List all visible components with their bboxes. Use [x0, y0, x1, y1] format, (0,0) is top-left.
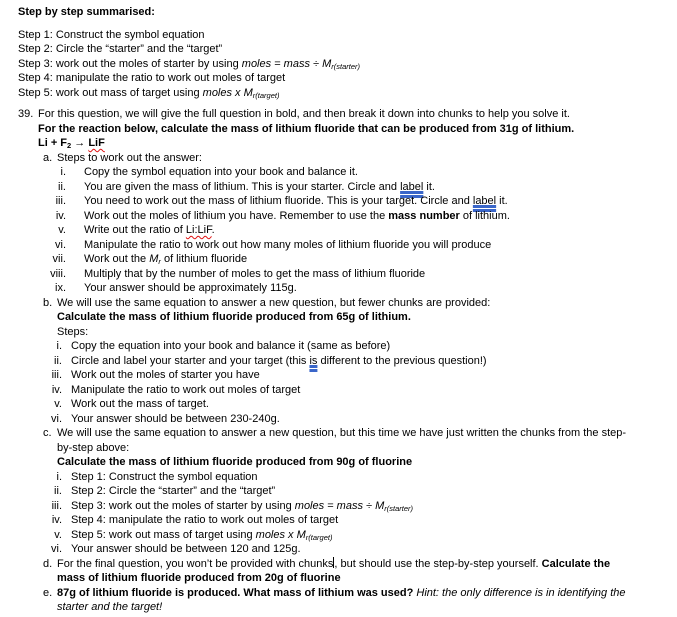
roman-numeral: viii.: [50, 267, 66, 280]
part-b-item: [18, 383, 671, 398]
part-a-item: [18, 252, 671, 267]
roman-numeral: i.: [56, 470, 62, 483]
roman-numeral: iii.: [51, 369, 62, 381]
part-b-label: b.: [43, 296, 53, 309]
question-39: [18, 107, 671, 151]
part-a-item-text: Copy the symbol equation into your book and balance it.: [84, 166, 358, 178]
part-c-item-text: Step 1: Construct the symbol equation: [71, 470, 258, 483]
part-c-label: c.: [43, 427, 52, 439]
summary-step-5: Step 5: work out mass of target using moles x $M_{r(target)}$: [18, 86, 280, 100]
chemical-equation: $Li + F_2$ → LiF: [38, 137, 105, 150]
part-c-body: [57, 426, 626, 470]
roman-numeral: ii.: [54, 354, 62, 367]
part-b-item: [18, 397, 671, 412]
part-a-item: [18, 238, 671, 253]
part-a-item-text: You are given the mass of lithium. This is your starter. Circle and label it.: [84, 180, 435, 193]
roman-numeral: iii.: [55, 195, 66, 207]
part-e: [18, 586, 671, 615]
part-b-item-text: Manipulate the ratio to work out moles of target: [71, 383, 301, 396]
roman-numeral: vi.: [51, 543, 62, 555]
summary-step-4: Step 4: manipulate the ratio to work out moles of target: [18, 72, 286, 84]
part-b-item-text: Copy the equation into your book and balance it (same as before): [71, 340, 391, 352]
part-c-item-text: Step 2: Circle the “starter” and the “target”: [71, 485, 276, 497]
part-b-item: [18, 412, 671, 427]
part-c-bold-line: Calculate the mass of lithium fluoride produced from 90g of fluorine: [57, 456, 413, 468]
grammar-flagged-word: label: [400, 180, 424, 193]
part-b-item-text: Work out the moles of starter you have: [71, 369, 260, 381]
grammar-flagged-word: is: [309, 354, 318, 367]
part-b: [18, 296, 671, 340]
part-b-item: [18, 354, 671, 369]
part-d-line2: mass of lithium fluoride produced from 20g of fluorine: [57, 572, 341, 584]
part-b-lead: We will use the same equation to answer a new question, but fewer chunks are provided:: [57, 296, 491, 309]
roman-numeral: iv.: [51, 383, 62, 396]
part-c-item: [18, 542, 671, 557]
roman-numeral: ii.: [54, 485, 62, 497]
part-c-item-text: Step 5: work out mass of target using moles x $M_{r(target)}$: [71, 528, 333, 542]
spacer: [18, 100, 671, 107]
roman-numeral: i.: [56, 340, 62, 352]
summary-step-1: Step 1: Construct the symbol equation: [18, 28, 205, 41]
part-a-item-text: Multiply that by the number of moles to get the mass of lithium fluoride: [84, 267, 426, 280]
part-c-item: [18, 528, 671, 543]
part-a-item-text: You need to work out the mass of lithium fluoride. This is your target. Circle and label it.: [84, 195, 508, 207]
part-c-item: [18, 470, 671, 485]
part-a-item-text: Work out the moles of lithium you have. Remember to use the mass number of lithium.: [84, 209, 510, 222]
part-b-item-text: Your answer should be between 230-240g.: [71, 412, 280, 425]
part-a-item-text: Write out the ratio of Li:LiF.: [84, 224, 215, 236]
roman-numeral: vi.: [55, 238, 66, 251]
part-d-label: d.: [43, 557, 53, 570]
part-c-item: [18, 499, 671, 514]
part-e-line2: starter and the target!: [57, 601, 163, 613]
part-b-item: [18, 368, 671, 383]
part-d-line1: For the final question, you won’t be provided with chunks, but should use the step-by-step yourself. Calculate the: [57, 557, 611, 570]
part-e-label: e.: [43, 586, 53, 599]
part-b-body: [57, 296, 490, 340]
part-a-item: [18, 223, 671, 238]
roman-numeral: iv.: [55, 209, 66, 222]
part-a-item-text: Work out the $M_r$ of lithium fluoride: [84, 253, 248, 266]
roman-numeral: vii.: [52, 253, 66, 265]
part-c-item-text: Your answer should be between 120 and 125g.: [71, 543, 301, 555]
roman-numeral: i.: [60, 166, 66, 178]
summary-step-2: Step 2: Circle the “starter” and the “target”: [18, 43, 223, 55]
part-a-label: a.: [43, 151, 53, 164]
summary-step-3: Step 3: work out the moles of starter by using moles = mass ÷ $M_{r(starter)}$: [18, 57, 361, 71]
part-e-line1: 87g of lithium fluoride is produced. What mass of lithium was used? Hint: the only difference is in identifying the: [57, 586, 626, 599]
misspelled-word: LiF: [88, 137, 105, 149]
part-a-item: [18, 209, 671, 224]
question-intro: For this question, we will give the full question in bold, and then break it down into chunks to help you solve it.: [38, 108, 570, 120]
roman-numeral: ii.: [58, 180, 66, 193]
part-b-item: [18, 339, 671, 354]
question-number: 39.: [18, 108, 34, 120]
spacer: [18, 20, 671, 28]
part-b-steps-label: Steps:: [57, 325, 89, 338]
part-a-item: [18, 281, 671, 296]
part-c-item-text: Step 4: manipulate the ratio to work out moles of target: [71, 514, 339, 526]
part-a-item-text: Manipulate the ratio to work out how many moles of lithium fluoride you will produce: [84, 238, 492, 251]
part-a-lead: Steps to work out the answer:: [57, 151, 202, 164]
part-a: [18, 151, 671, 166]
misspelled-word: Li:LiF: [185, 224, 212, 236]
roman-numeral: vi.: [51, 412, 62, 425]
part-e-body: [57, 586, 626, 615]
part-c-lead-line1: We will use the same equation to answer a new question, but this time we have just written the chunks from the step-: [57, 427, 627, 439]
part-c-lead-line2: by-step above:: [57, 441, 130, 454]
question-bold-statement: For the reaction below, calculate the mass of lithium fluoride that can be produced from 31g of lithium.: [38, 122, 575, 135]
part-d-body: [57, 557, 610, 586]
part-c-item: [18, 513, 671, 528]
roman-numeral: ix.: [55, 282, 66, 294]
part-a-item: [18, 180, 671, 195]
roman-numeral: iii.: [51, 499, 62, 512]
part-b-item-text: Circle and label your starter and your target (this is different to the previous question!): [71, 354, 487, 367]
part-a-item: [18, 194, 671, 209]
part-c-item-text: Step 3: work out the moles of starter by using moles = mass ÷ $M_{r(starter)}$: [71, 499, 414, 513]
part-a-item: [18, 267, 671, 282]
part-c-item: [18, 484, 671, 499]
roman-numeral: iv.: [51, 514, 62, 526]
part-a-item-text: Your answer should be approximately 115g.: [84, 282, 297, 294]
roman-numeral: v.: [58, 224, 66, 236]
roman-numeral: v.: [54, 398, 62, 410]
roman-numeral: v.: [54, 528, 62, 541]
summary-title: Step by step summarised:: [18, 6, 155, 18]
part-b-bold-line: Calculate the mass of lithium fluoride produced from 65g of lithium.: [57, 311, 411, 323]
part-c: [18, 426, 671, 470]
part-d: [18, 557, 671, 586]
part-a-item: [18, 165, 671, 180]
question-body: [38, 107, 574, 151]
part-b-item-text: Work out the mass of target.: [71, 398, 209, 410]
grammar-flagged-word: label: [472, 195, 497, 207]
